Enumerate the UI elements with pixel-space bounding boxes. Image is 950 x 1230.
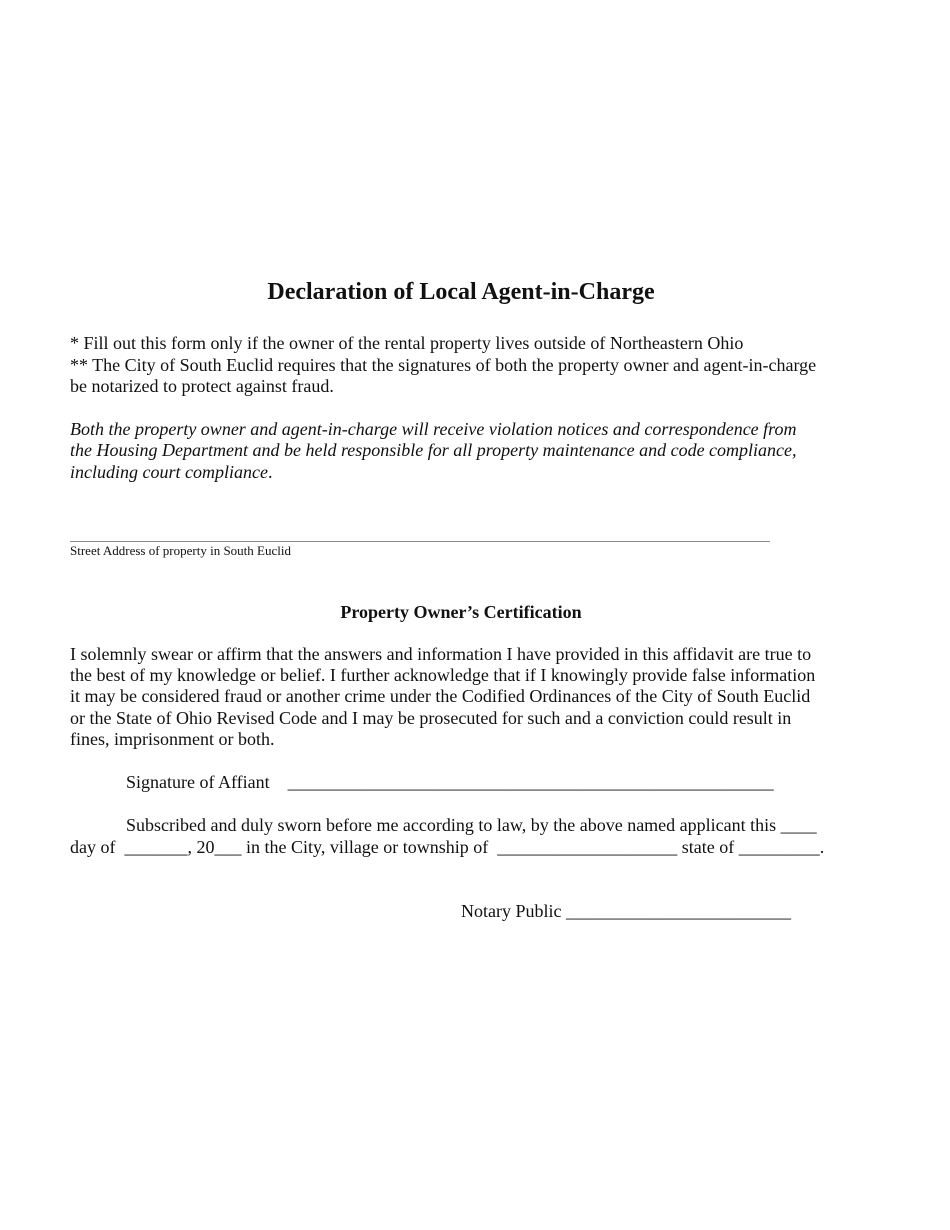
sworn-statement-line-2[interactable]: day of _______, 20___ in the City, village or township of ____________________ state of _________. (70, 837, 825, 857)
certification-body-line-4: or the State of Ohio Revised Code and I may be prosecuted for such and a conviction could result in (70, 708, 792, 728)
certification-body-line-5: fines, imprisonment or both. (70, 729, 275, 749)
sworn-statement-line-1[interactable]: Subscribed and duly sworn before me according to law, by the above named applicant this ____ (126, 815, 817, 835)
page-title: Declaration of Local Agent-in-Charge (267, 279, 655, 305)
notice-line-2: the Housing Department and be held responsible for all property maintenance and code compliance, (70, 440, 797, 460)
signature-of-affiant-line[interactable]: Signature of Affiant ______________________________________________________ (126, 772, 774, 792)
instruction-note-1: * Fill out this form only if the owner of the rental property lives outside of Northeastern Ohio (70, 333, 744, 353)
certification-body-line-1: I solemnly swear or affirm that the answers and information I have provided in this affidavit are true to (70, 644, 812, 664)
notice-line-3-italic: including court compliance (70, 462, 268, 482)
certification-body-line-3: it may be considered fraud or another crime under the Codified Ordinances of the City of South Euclid (70, 686, 811, 706)
notice-line-3-end: . (267, 462, 273, 482)
certification-body-line-2: the best of my knowledge or belief. I further acknowledge that if I knowingly provide false information (70, 665, 816, 685)
instruction-note-2-line-2: be notarized to protect against fraud. (70, 376, 334, 396)
certification-heading: Property Owner’s Certification (340, 602, 582, 622)
instruction-note-2-line-1: ** The City of South Euclid requires that the signatures of both the property owner and agent-in-charge (70, 355, 817, 375)
notice-line-1: Both the property owner and agent-in-charge will receive violation notices and correspondence from (70, 419, 797, 439)
notary-public-line[interactable]: Notary Public _________________________ (461, 901, 791, 921)
street-address-label: Street Address of property in South Euclid (70, 543, 291, 558)
notice-line-3 (70, 462, 272, 484)
